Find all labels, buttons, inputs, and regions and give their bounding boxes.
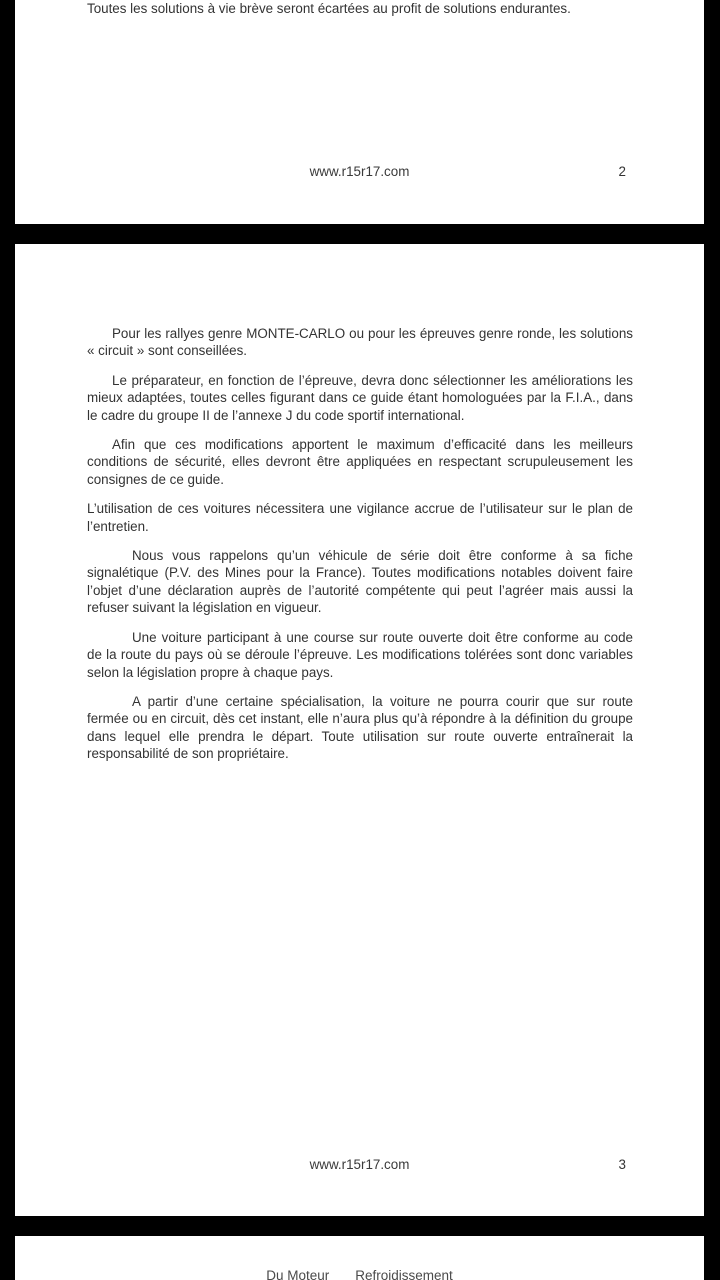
page-4-partial-heading	[15, 1268, 704, 1280]
paragraph-2: Le préparateur, en fonction de l’épreuve, devra donc sélectionner les améliorations les mieux adaptées, toutes celles figurant dans ce guide étant homologuées par la F.I.A., dans le cadre du groupe II de l’annexe J du code sportif international.	[87, 372, 633, 423]
document-page-3	[15, 244, 704, 1216]
footer-page-number: 2	[618, 164, 626, 179]
page-2-footer	[15, 164, 704, 179]
page-3-text-block	[15, 244, 704, 763]
document-page-4-partial	[15, 1236, 704, 1280]
paragraph-6: Une voiture participant à une course sur route ouverte doit être conforme au code de la route du pays où se déroule l’épreuve. Les modifications tolérées sont donc variables selon la législation propre à chaque pays.	[87, 629, 633, 680]
document-page-2	[15, 0, 704, 224]
footer-page-number: 3	[618, 1157, 626, 1172]
paragraph-4: L’utilisation de ces voitures nécessitera une vigilance accrue de l’utilisateur sur le plan de l’entretien.	[87, 501, 633, 534]
paragraph-5: Nous vous rappelons qu’un véhicule de série doit être conforme à sa fiche signalétique (P.V. des Mines pour la France). Toutes modifications notables doivent faire l’objet d’une déclaration auprès de l’autorité compétente qui peut l’agréer mais aussi la refuser suivant la législation en vigueur.	[87, 548, 633, 616]
paragraph-fragment: Toutes les solutions à vie brève seront écartées au profit de solutions endurantes.	[87, 1, 571, 16]
page-2-text-block	[15, 0, 704, 17]
footer-site-url: www.r15r17.com	[309, 164, 410, 179]
partial-heading-left: Du Moteur	[266, 1268, 330, 1280]
paragraph-7: A partir d’une certaine spécialisation, la voiture ne pourra courir que sur route fermée ou en circuit, dès cet instant, elle n’aura plus qu’à répondre à la définition du groupe dans lequel elle prendra le départ. Toute utilisation sur route ouverte entraînerait la responsabilité de son propriétaire.	[87, 693, 633, 762]
paragraph-1: Pour les rallyes genre MONTE-CARLO ou pour les épreuves genre ronde, les solutions « circuit » sont conseillées.	[87, 326, 633, 359]
paragraph-3: Afin que ces modifications apportent le maximum d’efficacité dans les meilleurs conditions de sécurité, elles devront être appliquées en respectant scrupuleusement les consignes de ce guide.	[87, 437, 633, 487]
partial-heading-right: Refroidissement	[355, 1268, 453, 1280]
page-3-footer	[15, 1157, 704, 1172]
footer-site-url: www.r15r17.com	[309, 1157, 410, 1172]
